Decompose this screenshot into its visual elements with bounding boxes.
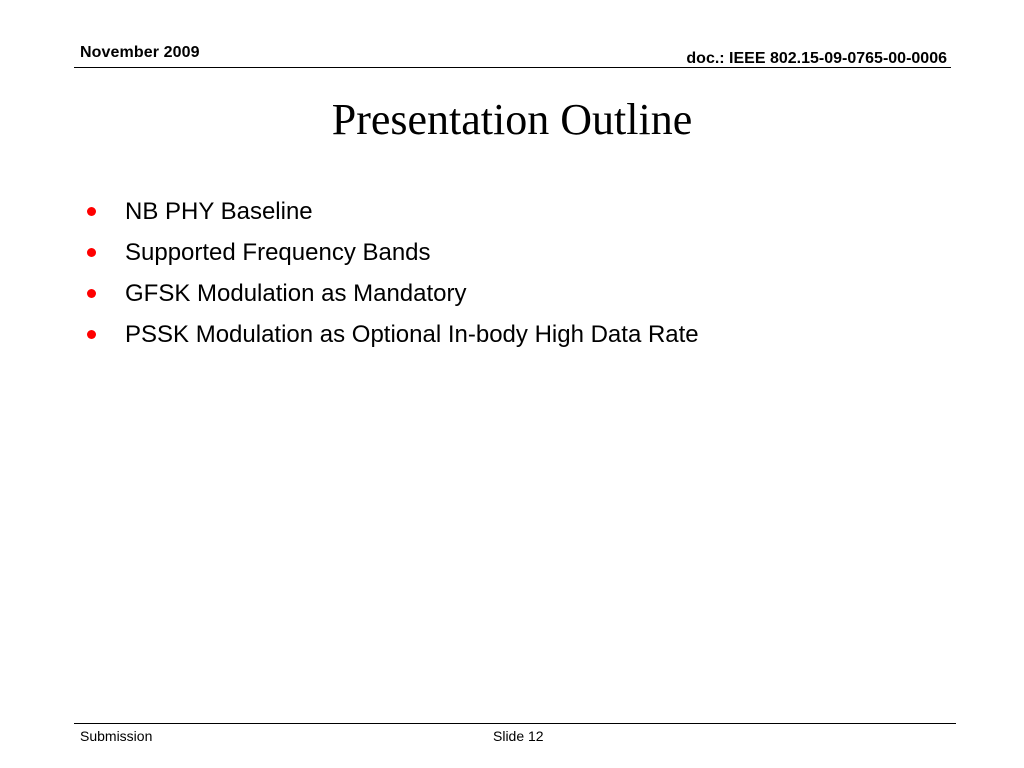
bullet-item: [84, 277, 699, 318]
footer-slide-number: Slide 12: [493, 728, 544, 744]
header-date: November 2009: [80, 44, 200, 61]
bullet-text: Supported Frequency Bands: [125, 239, 431, 266]
bullet-text: PSSK Modulation as Optional In-body High Data Rate: [125, 321, 699, 348]
bullet-list: [84, 195, 699, 359]
header-rule: [74, 67, 951, 68]
bullet-item: [84, 236, 699, 277]
bullet-dot-icon: [87, 248, 96, 257]
bullet-text: NB PHY Baseline: [125, 198, 313, 225]
bullet-dot-icon: [87, 289, 96, 298]
footer-submission: Submission: [80, 728, 153, 744]
bullet-dot-icon: [87, 330, 96, 339]
footer-rule: [74, 723, 956, 724]
slide-title: Presentation Outline: [331, 95, 693, 144]
header-doc-id: doc.: IEEE 802.15-09-0765-00-0006: [686, 50, 947, 67]
bullet-dot-icon: [87, 207, 96, 216]
bullet-text: GFSK Modulation as Mandatory: [125, 280, 467, 307]
bullet-item: [84, 195, 699, 236]
bullet-item: [84, 318, 699, 359]
